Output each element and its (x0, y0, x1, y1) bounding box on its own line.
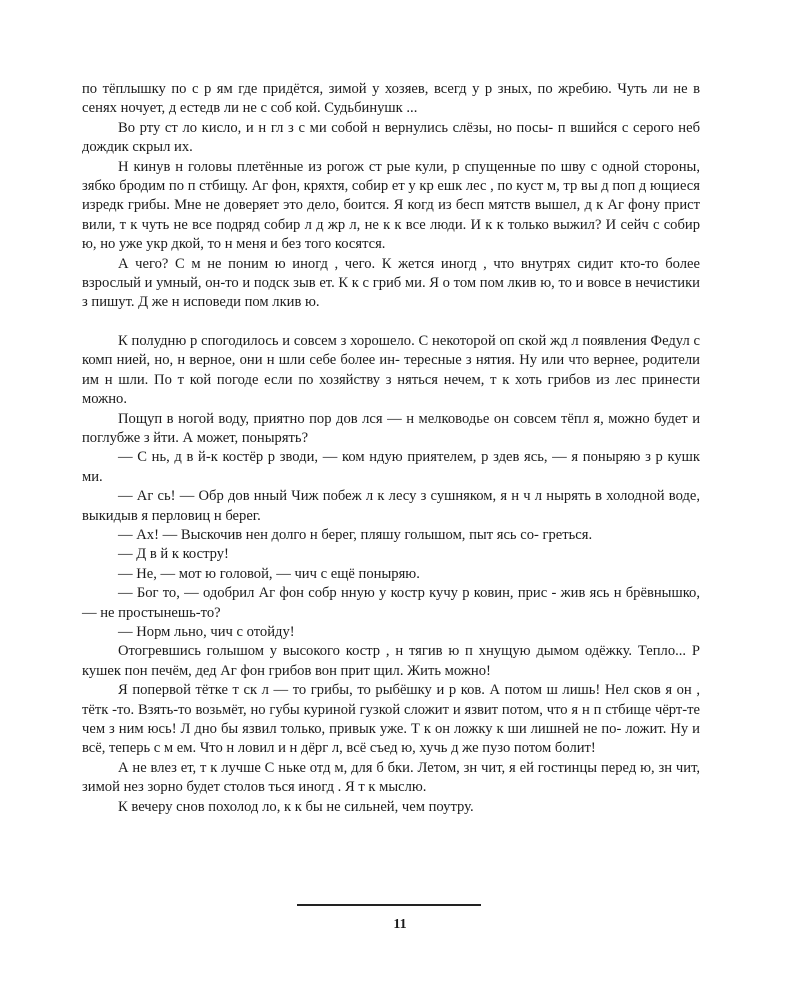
paragraph: А не влез ет, т к лучше С ньке отд м, для б бки. Летом, зн чит, я ей гостинцы перед ю, зн чит, зимой нез зорно будет столов ться иногд . Я т к мыслю. (82, 759, 700, 796)
paragraph: А чего? С м не поним ю иногд , чего. К жется иногд , что внутрях сидит кто-то более взрослый и умный, он-то и подск зыв ет. К к с гриб ми. Я о том пом лкив ю, то и вовсе в нечистики з пишут. Д же н исповеди пом лкив ю. (82, 255, 700, 311)
dialogue-line: — Бог то, — одобрил Аг фон собр нную у костр кучу р ковин, прис - жив ясь н брёвнышко, — не простынешь-то? (82, 585, 700, 621)
paragraph: К вечеру снов похолод ло, к к бы не сильней, чем поутру. (118, 798, 474, 815)
dialogue-line: — Не, — мот ю головой, — чич с ещё поныряю. (118, 565, 420, 582)
dialogue-line: — С нь, д в й-к костёр р зводи, — ком ндую приятелем, р здев ясь, — я поныряю з р кушк ми. (82, 449, 700, 485)
paragraph: Во рту ст ло кисло, и н гл з с ми собой н вернулись слёзы, но посы- п вшийся с серого неб дождик скрыл их. (82, 119, 700, 156)
dialogue-line: — Ах! — Выскочив нен долго н берег, пляшу голышом, пыт ясь со- греться. (118, 526, 593, 543)
footer-rule (297, 904, 481, 906)
paragraph: по тёплышку по с р ям где придётся, зимой у хозяев, всегд у р зных, по жребию. Чуть ли не в сенях ночует, д естедв ли не с соб кой. Судьбинушк ... (82, 81, 700, 117)
page-text (82, 80, 700, 817)
page-number: 11 (393, 917, 407, 932)
dialogue-line: — Д в й к костру! (118, 546, 229, 563)
paragraph: Отогревшись голышом у высокого костр , н тягив ю п хнущую дымом одёжку. Тепло... Р кушек пон печём, дед Аг фон грибов вон прит щил. Жить можно! (82, 643, 700, 679)
paragraph: К полудню р спогодилось и совсем з хорошело. С некоторой оп ской жд л появления Федул с комп нией, но, н верное, они н шли себе более ин- тересные з нятия. Ну или что вернее, родители им н шли. По т кой погоде если по хозяйству з няться нечем, т к хоть грибов из лес принести можно. (82, 332, 700, 408)
paragraph: Н кинув н головы плетённые из рогож ст рые кули, р спущенные по шву с одной стороны, зябко бродим по п стбищу. Аг фон, кряхтя, собир ет у кр ешк лес , по куст м, тр вы д поп д ющиеся изредк грибы. Мне не доверяет это дело, боится. Я когд из бесп мятств вышел, д к Аг фону прист вили, т к чуть не все подряд собир л д жр л, не к к все люди. И к к только выжил? И сейч с собир ю, но уже укр дкой, то н меня и без того косятся. (82, 158, 700, 253)
dialogue-line: — Норм льно, чич с отойду! (118, 623, 295, 640)
paragraph: Пощуп в ногой воду, приятно пор дов лся — н мелководье он совсем тёпл я, можно будет и поглубже з йти. А может, понырять? (82, 410, 700, 446)
paragraph: Я попервой тётке т ск л — то грибы, то рыбёшку и р ков. А потом ш лишь! Нел сков я он , тётк -то. Взять-то возьмёт, но губы куриной гузкой сложит и язвит потом, что я н п стбище чёрт-те чем з ним юсь! Л дно бы язвил только, привык уже. Т к он ложку к ши лишней не по- ложит. Ну и всё, теперь с м ем. Что н ловил и н дёрг л, всё съед ю, хучь д же пузо потом болит! (82, 682, 700, 757)
dialogue-line: — Аг сь! — Обр дов нный Чиж побеж л к лесу з сушняком, я н ч л нырять в холодной воде, выкидыв я перловиц н берег. (82, 488, 700, 524)
